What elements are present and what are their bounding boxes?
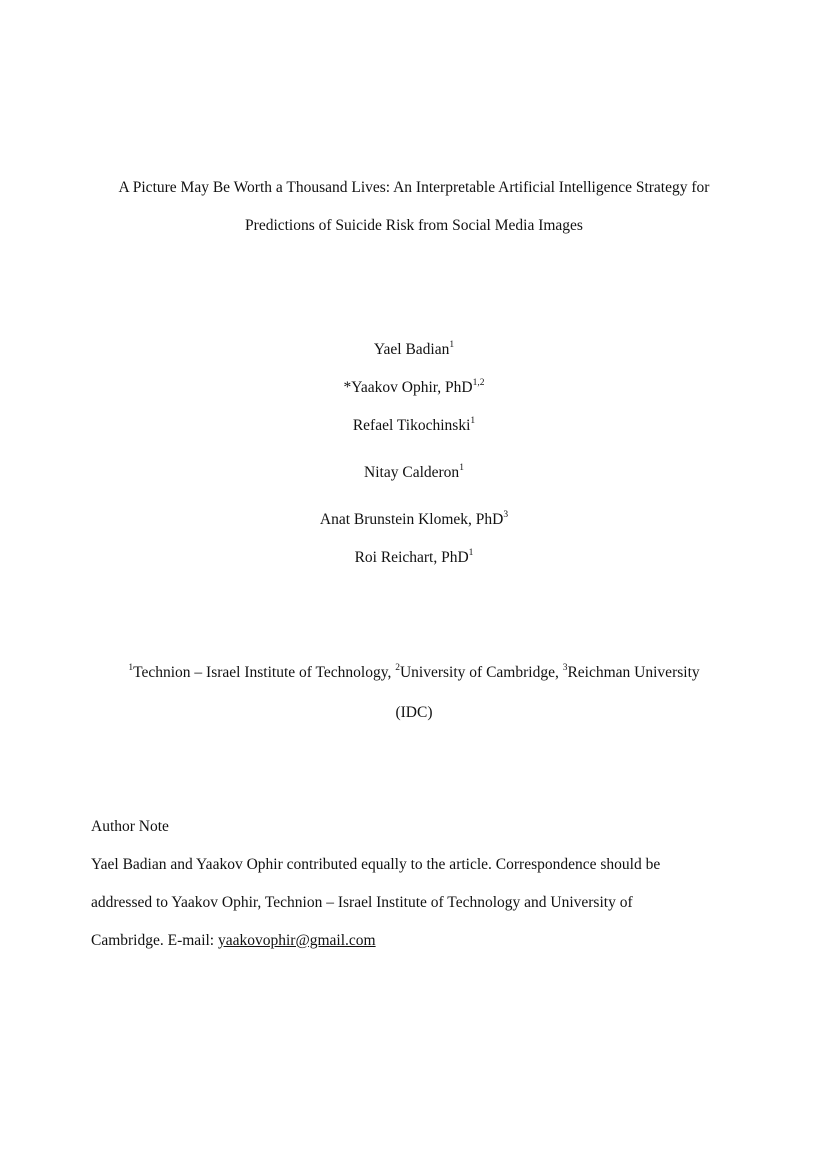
author-name: Refael Tikochinski <box>352 417 471 434</box>
author-affiliation-sup: 1 <box>449 339 455 350</box>
author-name: Yael Badian <box>373 341 450 358</box>
affiliation-reichman: Reichman University <box>567 664 700 681</box>
affiliation-sup: 2 <box>395 662 400 673</box>
paper-title-line-1: A Picture May Be Worth a Thousand Lives: An Interpretable Artificial Intelligence Strategy for <box>118 179 710 196</box>
author-name: *Yaakov Ophir, PhD <box>343 379 473 396</box>
author-note-line-3 <box>91 931 376 951</box>
author-affiliation-sup: 1 <box>459 462 464 473</box>
author-affiliation-sup: 1 <box>468 547 474 558</box>
affiliations-line-2: (IDC) <box>395 704 433 721</box>
author-4 <box>0 463 828 483</box>
affiliation-cambridge: University of Cambridge, <box>399 664 563 681</box>
author-2 <box>0 378 828 398</box>
author-name: Roi Reichart, PhD <box>354 549 469 566</box>
author-note-heading: Author Note <box>91 818 169 835</box>
author-name: Nitay Calderon <box>364 464 460 481</box>
author-note-line-2: addressed to Yaakov Ophir, Technion – Israel Institute of Technology and University of <box>91 894 633 911</box>
paper-title-line-2: Predictions of Suicide Risk from Social Media Images <box>245 217 583 234</box>
author-note-email-prefix: Cambridge. E-mail: <box>91 932 218 949</box>
affiliation-sup: 1 <box>128 662 134 673</box>
author-affiliation-sup: 3 <box>503 509 509 520</box>
author-name: Anat Brunstein Klomek, PhD <box>319 511 504 528</box>
author-affiliation-sup: 1 <box>470 415 476 426</box>
author-1 <box>0 340 828 360</box>
author-3 <box>0 416 828 436</box>
author-affiliation-sup: 1,2 <box>472 377 485 388</box>
email-link[interactable]: yaakovophir@gmail.com <box>217 932 376 949</box>
author-note-line-1: Yael Badian and Yaakov Ophir contributed equally to the article. Correspondence should be <box>91 856 661 873</box>
affiliation-sup: 3 <box>562 662 568 673</box>
affiliations-line-1 <box>0 663 828 683</box>
author-6 <box>0 548 828 568</box>
author-5 <box>0 510 828 530</box>
affiliation-technion: Technion – Israel Institute of Technology, <box>133 664 396 681</box>
